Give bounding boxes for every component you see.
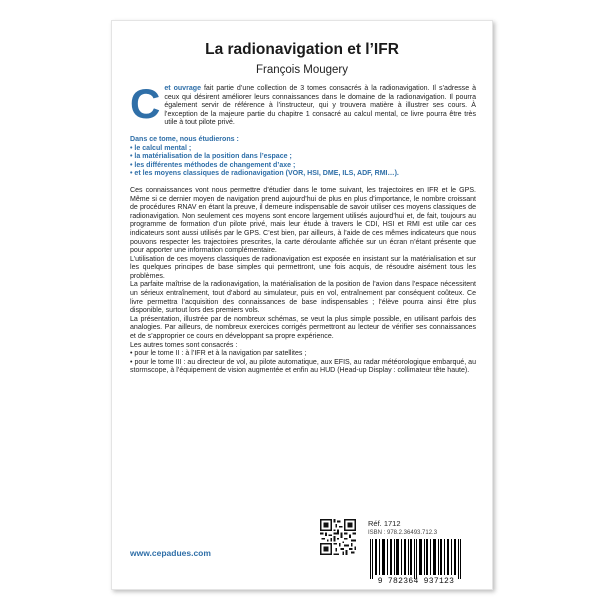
isbn-text: ISBN : 978.2.36493.712.3 [368, 530, 438, 536]
intro-paragraph [130, 80, 476, 128]
topic-item: • et les moyens classiques de radionavigation (VOR, HSI, DME, ILS, ADF, RMI…). [130, 170, 399, 178]
body-paragraph: L’utilisation de ces moyens classiques de radionavigation est exposée en insistant sur la matérialisation et sur les quelques principes de base simples qui permettront, une fois acquis, de résoudre aisément tous les problèmes. [130, 255, 476, 280]
topic-item: • la matérialisation de la position dans l’espace ; [130, 153, 292, 161]
body-paragraph: La parfaite maîtrise de la radionavigation, la matérialisation de la position de l’avion dans l’espace nécessitent un sérieux entraînement, tout d’abord au simulateur, puis en vol, entraînement par conséquent coûteux. Ce livre permettra l’acquisition des connaissances de base indispensables ; l’élève pourra ainsi être plus disponible, surtout lors des premiers vols. [130, 281, 476, 315]
topic-item: • les différentes méthodes de changement d’axe ; [130, 161, 296, 169]
intro-text: fait partie d’une collection de 3 tomes consacrés à la radionavigation. Il s’adresse à ceux qui désirent améliorer leurs connaissances dans le domaine de la radionavigation. Il pourra également servir de référence à l’instructeur, qui y trouvera matière à illustrer ses cours. À l’exception de la majeure partie du chapitre 1 consacré au calcul mental, ce livre pourra être très utile à tout pilote privé. [164, 85, 476, 127]
barcode-number: 9 782364 937123 [377, 577, 455, 586]
drop-cap: C [130, 80, 161, 127]
publisher-url[interactable]: www.cepadues.com [130, 548, 211, 558]
topics-heading: Dans ce tome, nous étudierons : [130, 135, 239, 143]
body-paragraph: Ces connaissances vont nous permettre d’étudier dans le tome suivant, les trajectoires en IFR et le GPS. Même si ce dernier moyen de navigation prend aujourd’hui de plus en plus d’importance, le nombre croissant de procédures RNAV en étant la preuve, il demeure indispensable de savoir utiliser ces moyens classiques de radionavigation. Non seulement ces moyens sont encore largement utilisés aujourd’hui et, de fait, toujours au programme de formation d’un pilote privé, mais leur étude à travers le CDI, HSI et RMI est utile car ces indicateurs sont aussi utilisés par le GPS. C’est bien, par ailleurs, à l’aide de ces mêmes indicateurs que nous pouvons respecter les trajectoires prescrites, la carte déroulante affichée sur un écran n’étant présente que pour apporter une information complémentaire. [130, 186, 476, 255]
reference-number: Réf. 1712 [368, 519, 401, 528]
body-paragraph: • pour le tome III : au directeur de vol, au pilote automatique, aux EFIS, au radar météorologique embarqué, au stormscope, à l’équipement de vision augmentée et enfin au HUD (Head-up Display : collimateur tête haute). [130, 358, 476, 375]
book-author: François Mougery [255, 64, 349, 76]
topic-item: • le calcul mental ; [130, 144, 192, 152]
cover-body [130, 80, 476, 376]
intro-lead: et ouvrage [164, 85, 201, 92]
body-paragraph: Les autres tomes sont consacrés : [130, 341, 238, 349]
book-title: La radionavigation et l’IFR [205, 41, 399, 58]
body-paragraph: • pour le tome II : à l’IFR et à la navigation par satellites ; [130, 350, 307, 358]
body-paragraph: La présentation, illustrée par de nombreux schémas, se veut la plus simple possible, en utilisant parfois des analogies. Par ailleurs, de nombreux exercices corrigés permettront au lecteur de vérifier ses connaissances et de s’approprier ce cours en développant sa propre expérience. [130, 315, 476, 341]
qr-code-icon [320, 519, 356, 555]
barcode-icon [362, 539, 470, 579]
topics-list [130, 136, 476, 179]
book-back-cover [111, 20, 493, 590]
